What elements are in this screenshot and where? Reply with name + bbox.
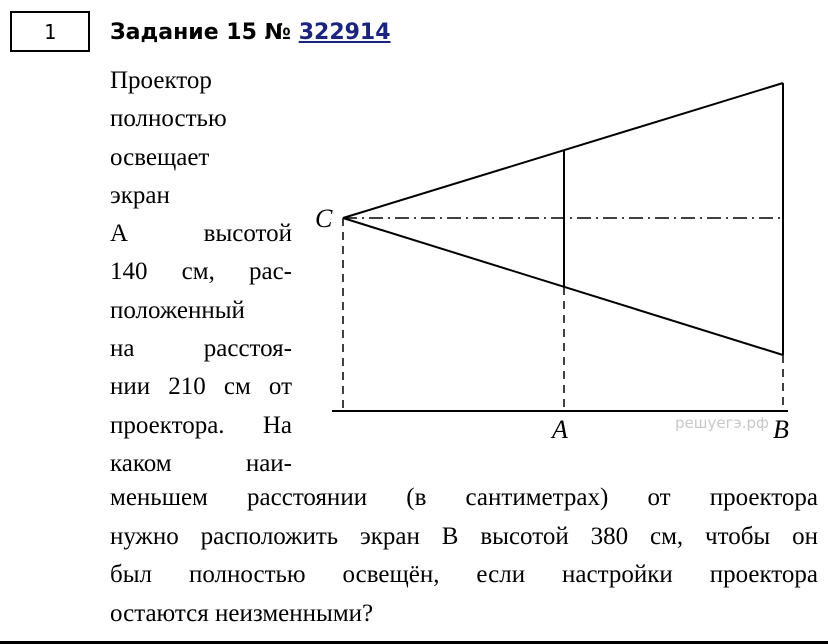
problem-text-wide <box>110 479 818 633</box>
problem-line: полностью <box>110 105 227 133</box>
problem-line: на расстоя- <box>110 335 292 363</box>
problem-line: А высотой <box>110 220 292 248</box>
problem-line: остаются неизменными? <box>110 599 374 627</box>
problem-line: экран <box>110 181 170 209</box>
problem-line: нии 210 см от <box>110 373 292 401</box>
problem-line: каком наи- <box>110 449 292 477</box>
problem-line: был полностью освещён, если настройки проектора <box>110 561 818 588</box>
problem-line: нужно расположить экран B высотой 380 см, чтобы он <box>110 522 818 550</box>
task-id-link[interactable]: 322914 <box>298 20 391 45</box>
projector-diagram <box>300 70 820 450</box>
problem-line: 140 см, рас- <box>110 258 292 286</box>
label-c: C <box>315 204 333 233</box>
problem-text-narrow <box>110 62 292 483</box>
problem-line: освещает <box>110 143 210 171</box>
label-b: B <box>773 415 789 444</box>
label-a: A <box>552 415 568 444</box>
task-heading <box>110 20 391 45</box>
watermark: решуегэ.рф <box>675 414 769 432</box>
task-title: Задание 15 № <box>110 20 292 45</box>
task-number-box <box>10 11 90 52</box>
problem-line: меньшем расстоянии (в сантиметрах) от проектора <box>110 484 818 511</box>
problem-line: проектора. На <box>110 411 292 439</box>
problem-line: Проектор <box>110 67 212 94</box>
problem-line: положенный <box>110 296 245 324</box>
task-number: 1 <box>43 19 57 44</box>
